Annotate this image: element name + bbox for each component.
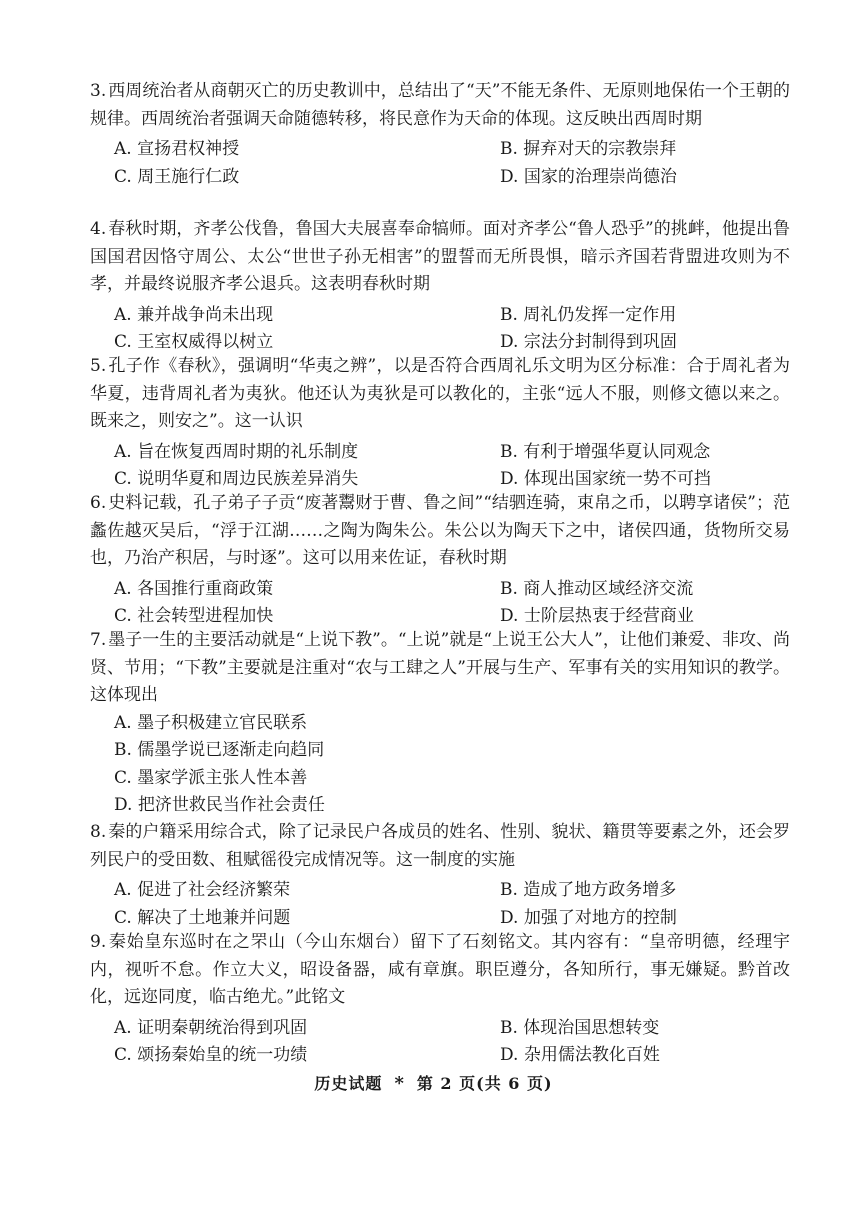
options [90, 710, 790, 820]
question-number: 6. [90, 493, 107, 513]
option-a: A. 证明秦朝统治得到巩固 [114, 1017, 308, 1038]
question-text: 西周统治者从商朝灭亡的历史教训中，总结出了“天”不能无条件、无原则地保佑一个王朝的规律。西周统治者强调天命随德转移，将民意作为天命的体现。这反映出西周时期 [90, 81, 790, 129]
option-d: D. 加强了对地方的控制 [500, 907, 677, 928]
options [90, 1012, 790, 1067]
option-c: C. 王室权威得以树立 [114, 332, 274, 353]
question-stem [90, 819, 790, 874]
option-a: A. 宣扬君权神授 [114, 139, 240, 160]
option-d: D. 士阶层热衷于经营商业 [500, 606, 694, 627]
option-a: A. 墨子积极建立官民联系 [114, 712, 308, 733]
options [90, 874, 790, 929]
option-a: A. 促进了社会经济繁荣 [114, 880, 291, 901]
question-6 [90, 490, 790, 628]
options [90, 436, 790, 491]
option-b: B. 摒弃对天的宗教崇拜 [500, 139, 677, 160]
option-b: B. 体现治国思想转变 [500, 1017, 660, 1038]
option-b: B. 周礼仍发挥一定作用 [500, 304, 677, 325]
question-number: 5. [90, 356, 107, 376]
footer-page-number: 第 2 页(共 6 页) [416, 1074, 553, 1093]
footer-star: * [394, 1073, 405, 1094]
question-text: 墨子一生的主要活动就是“上说下教”。“上说”就是“上说王公大人”，让他们兼爱、非攻、尚贤、节用；“下教”主要就是注重对“农与工肆之人”开展与生产、军事有关的实用知识的教学。这体现出 [90, 630, 790, 705]
question-number: 7. [90, 630, 107, 650]
option-b: B. 儒墨学说已逐渐走向趋同 [114, 740, 325, 760]
option-a: A. 旨在恢复西周时期的礼乐制度 [114, 441, 359, 462]
option-c: C. 解决了土地兼并问题 [114, 907, 291, 928]
question-3 [90, 78, 790, 188]
option-d: D. 宗法分封制得到巩固 [500, 332, 677, 353]
question-7 [90, 627, 790, 820]
question-stem [90, 78, 790, 133]
option-a: A. 兼并战争尚未出现 [114, 304, 274, 325]
option-c: C. 说明华夏和周边民族差异消失 [114, 469, 359, 490]
option-d: D. 把济世救民当作社会责任 [114, 795, 325, 815]
option-b: B. 造成了地方政务增多 [500, 880, 677, 901]
option-b: B. 有利于增强华夏认同观念 [500, 441, 711, 462]
options [90, 133, 790, 188]
options [90, 299, 790, 354]
question-number: 4. [90, 219, 107, 239]
option-b: B. 商人推动区域经济交流 [500, 578, 694, 599]
question-9 [90, 929, 790, 1067]
question-number: 3. [90, 81, 107, 101]
question-stem [90, 627, 790, 710]
options [90, 573, 790, 628]
option-c: C. 墨家学派主张人性本善 [114, 767, 308, 788]
footer-subject: 历史试题 [314, 1074, 383, 1093]
option-c: C. 周王施行仁政 [114, 166, 240, 187]
question-stem [90, 929, 790, 1012]
question-text: 春秋时期，齐孝公伐鲁，鲁国大夫展喜奉命犒师。面对齐孝公“鲁人恐乎”的挑衅，他提出鲁国国君因恪守周公、太公“世世子孙无相害”的盟誓而无所畏惧，暗示齐国若背盟进攻则为不孝，并最终说服齐孝公退兵。这表明春秋时期 [90, 219, 790, 294]
option-d: D. 体现出国家统一势不可挡 [500, 469, 711, 490]
question-stem [90, 353, 790, 436]
question-text: 孔子作《春秋》，强调明“华夷之辨”，以是否符合西周礼乐文明为区分标准：合于周礼者为华夏，违背周礼者为夷狄。他还认为夷狄是可以教化的，主张“远人不服，则修文德以来之。既来之，则安之”。这一认识 [90, 356, 790, 431]
question-text: 秦始皇东巡时在之罘山（今山东烟台）留下了石刻铭文。其内容有：“皇帝明德，经理宇内，视听不怠。作立大义，昭设备器，咸有章旗。职臣遵分，各知所行，事无嫌疑。黔首改化，远迩同度，临古绝尤。”此铭文 [90, 932, 790, 1007]
question-8 [90, 819, 790, 929]
option-a: A. 各国推行重商政策 [114, 578, 274, 599]
question-5 [90, 353, 790, 491]
page-footer [0, 1071, 867, 1094]
question-number: 9. [90, 932, 107, 952]
question-text: 史料记载，孔子弟子子贡“废著鬻财于曹、鲁之间”“结驷连骑，束帛之币，以聘享诸侯”；范蠡佐越灭吴后，“浮于江湖……之陶为陶朱公。朱公以为陶天下之中，诸侯四通，货物所交易也，乃治产积居，与时逐”。这可以用来佐证，春秋时期 [90, 493, 790, 568]
option-d: D. 国家的治理崇尚德治 [500, 166, 677, 187]
option-c: C. 颂扬秦始皇的统一功绩 [114, 1045, 308, 1066]
question-stem [90, 216, 790, 299]
question-4 [90, 216, 790, 354]
question-text: 秦的户籍采用综合式，除了记录民户各成员的姓名、性别、貌状、籍贯等要素之外，还会罗列民户的受田数、租赋徭役完成情况等。这一制度的实施 [90, 822, 790, 870]
option-d: D. 杂用儒法教化百姓 [500, 1045, 660, 1066]
option-c: C. 社会转型进程加快 [114, 606, 274, 627]
question-number: 8. [90, 822, 107, 842]
question-stem [90, 490, 790, 573]
